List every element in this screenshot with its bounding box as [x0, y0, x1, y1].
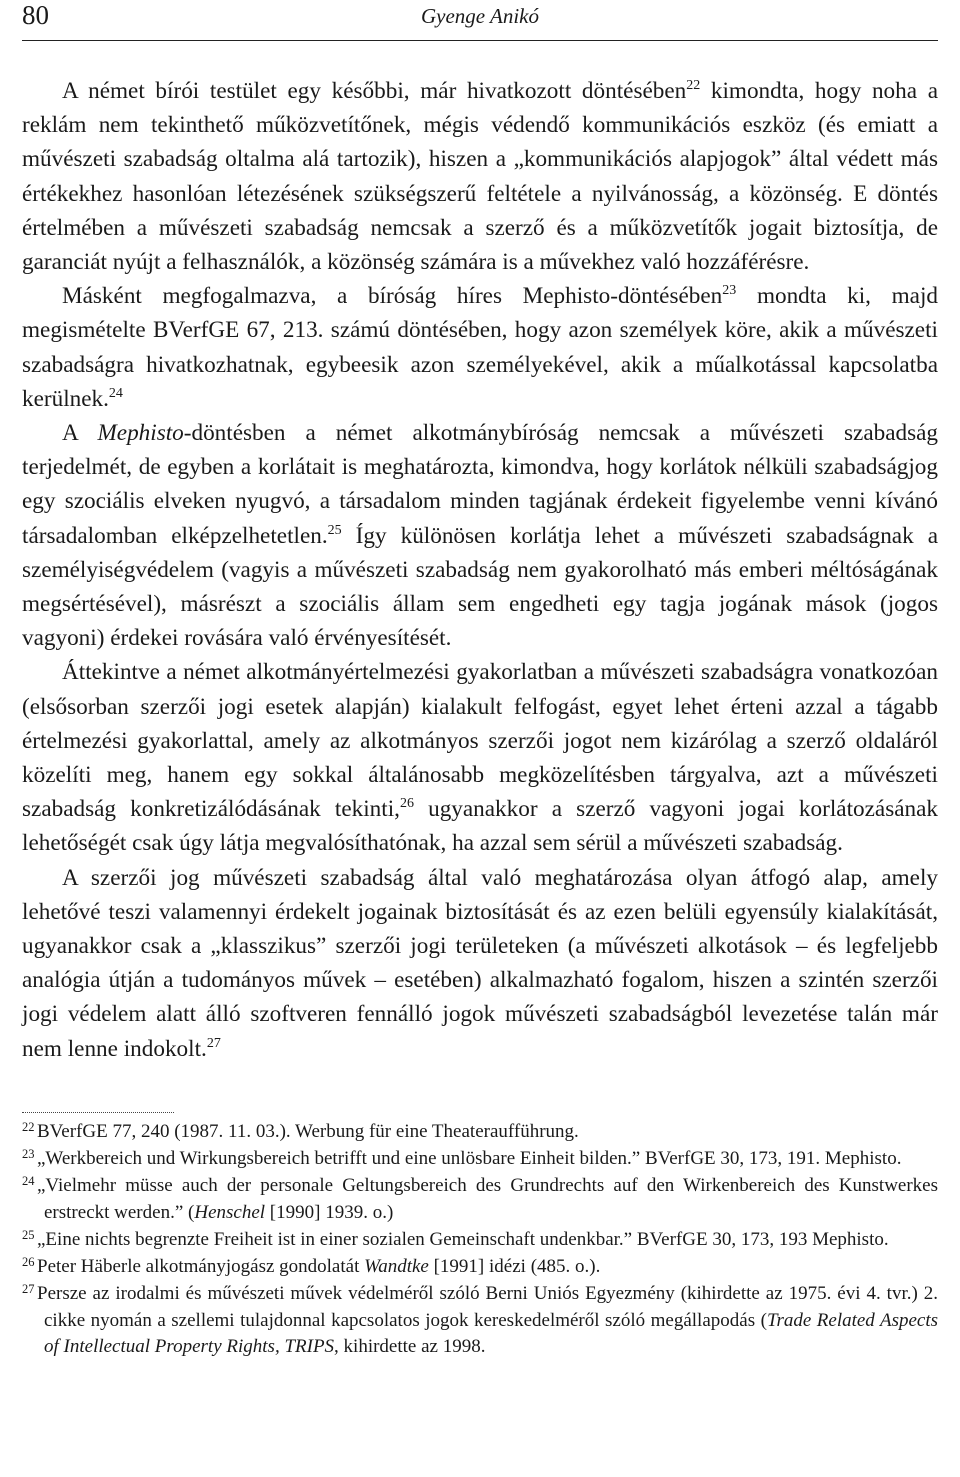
italic-text: Henschel	[194, 1201, 266, 1223]
italic-text: Trade Related Aspects of Intellectual Property Rights, TRIPS	[44, 1309, 939, 1358]
text-run: Peter Häberle alkotmányjogász gondolatát	[37, 1255, 365, 1277]
body-paragraph	[22, 416, 938, 655]
footnote-reference[interactable]: 23	[722, 283, 737, 299]
body-text	[22, 74, 938, 1066]
text-run: „Vielmehr müsse auch der personale Geltungsbereich des Grundrechts auf den Wirkenbereich des Kunstwerkes erstreckt werden.” (	[37, 1175, 938, 1223]
text-run: mondta ki, majd megismételte BVerfGE 67, 213. számú döntésében, hogy azon személyek köre, akik a művészeti szabadságra hivatkozhatnak, egybeesik azon személyekével, akik a műalkotással kapcsolatba kerülnek.	[22, 283, 939, 412]
footnote-reference[interactable]: 26	[399, 796, 414, 812]
footnote: 22 BVerfGE 77, 240 (1987. 11. 03.). Werbung für eine Theateraufführung.	[22, 1119, 579, 1142]
text-run: Persze az irodalmi és művészeti művek védelméről szóló Berni Uniós Egyezmény (kihirdette az 1975. évi 4. tvr.) 2. cikke nyomán a szellemi tulajdonnal kapcsolatos jogok kereskedelméről szóló megállapodás (	[37, 1282, 938, 1331]
text-run: A	[62, 420, 98, 447]
text-run: , kihirdette az 1998.	[334, 1336, 486, 1358]
footnote: 23 „Werkbereich und Wirkungsbereich betrifft und eine unlösbare Einheit bilden.” BVerfGE 30, 173, 191. Mephisto.	[22, 1146, 902, 1169]
body-paragraph	[22, 655, 938, 860]
footnote-text	[37, 1175, 938, 1223]
running-header	[22, 0, 938, 41]
footnote-reference[interactable]: 25	[327, 522, 342, 538]
text-run: „Werkbereich und Wirkungsbereich betrifft und eine unlösbare Einheit bilden.” BVerfGE 30, 173, 191. Mephisto.	[37, 1147, 902, 1169]
text-run: BVerfGE 77, 240 (1987. 11. 03.). Werbung für eine Theateraufführung.	[37, 1120, 579, 1142]
body-paragraph	[22, 74, 938, 279]
footnote-separator	[22, 1112, 174, 1113]
footnote-reference[interactable]: 27	[206, 1035, 221, 1051]
italic-text: Wandtke	[364, 1255, 429, 1277]
text-run: Másként megfogalmazva, a bíróság híres Mephisto-döntésében	[62, 283, 723, 310]
running-title: Gyenge Anikó	[421, 4, 539, 28]
footnote-text	[37, 1283, 938, 1357]
footnote: 25 „Eine nichts begrenzte Freiheit ist in einer sozialen Gemeinschaft undenkbar.” BVerfGE 30, 173, 193 Mephisto.	[22, 1227, 889, 1250]
footnote-text	[37, 1256, 600, 1277]
text-run: -döntésben a német alkotmánybíróság nemcsak a művészeti szabadság terjedelmét, de egyben a korlátait is meghatározta, kimondva, hogy korlátok nélküli szabadságjog egy szociális elveken nyugvó, a társadalom minden tagjának érdekeit figyelembe venni kívánó társadalomban elképzelhetetlen.	[22, 420, 938, 549]
page-number: 80	[22, 0, 49, 30]
text-run: [1990] 1939. o.)	[265, 1201, 394, 1223]
footnote: 24 „Vielmehr müsse auch der personale Geltungsbereich des Grundrechts auf den Wirkenbereich des Kunstwerkes erstreckt werden.” (Henschel [1990] 1939. o.)	[22, 1174, 938, 1223]
text-run: kimondta, hogy noha a reklám nem tekinthető műközvetítőnek, mégis védendő kommunikációs eszköz (és emiatt a művészeti szabadság oltalma alá tartozik), hiszen a „kommunikációs alapjogok” által védett más értékekhez hasonlóan létezésének szükségszerű feltétele a nyilvánosság, a közönség. E döntés értelmében a művészeti szabadság nemcsak a szerző és a műközvetítők jogait biztosítja, de garanciát nyújt a felhasználók, a közönség számára is a művekhez való hozzáférésre.	[22, 78, 938, 276]
footnote-reference[interactable]: 22	[686, 78, 701, 93]
text-run: A német bírói testület egy későbbi, már hivatkozott döntésében	[62, 78, 687, 104]
footnote-text	[37, 1148, 901, 1169]
footnote: 26 Peter Häberle alkotmányjogász gondolatát Wandtke [1991] idézi (485. o.).	[22, 1254, 601, 1277]
text-run: „Eine nichts begrenzte Freiheit ist in einer sozialen Gemeinschaft undenkbar.” BVerfGE 30, 173, 193 Mephisto.	[37, 1228, 889, 1250]
footnotes	[22, 1119, 938, 1361]
text-run: Áttekintve a német alkotmányértelmezési gyakorlatban a művészeti szabadságra vonatkozóan (elsősorban szerzői jogi esetek alapján) kialakult felfogást, egyet lehet érteni azzal a tágabb értelmezési gyakorlattal, amely az alkotmányos szerzői jogot nem kizárólag a szerző oldaláról közelíti meg, hanem egy sokkal általánosabb megközelítésben tárgyalva, azt a művészeti szabadság konkretizálódásának tekinti,	[22, 659, 938, 823]
text-run: ugyanakkor a szerző vagyoni jogai korlátozásának lehetőségét csak úgy látja megvalósíthatónak, ha azzal sem sérül a művészeti szabadság.	[22, 796, 938, 857]
footnote: 27 Persze az irodalmi és művészeti művek védelméről szóló Berni Uniós Egyezmény (kihirdette az 1975. évi 4. tvr.) 2. cikke nyomán a szellemi tulajdonnal kapcsolatos jogok kereskedelméről szóló megállapodás (Trade Related Aspects of Intellectual Property Rights, TRIPS, kihirdette az 1998.	[22, 1281, 939, 1358]
footnote-text	[37, 1121, 579, 1142]
text-run: Így különösen korlátja lehet a művészeti szabadságnak a személyiségvédelem (vagyis a művészeti szabadság nem gyakorolható más emberi méltóságának megsértésével), másrészt a szociális állam sem engedheti egy tagja jogának mások (jogos vagyoni) érdekei rovására való érvényesítését.	[22, 522, 938, 652]
italic-text: Mephisto	[97, 420, 184, 447]
footnote-text	[37, 1229, 889, 1250]
body-paragraph	[22, 861, 938, 1066]
footnote-reference[interactable]: 24	[108, 385, 123, 401]
text-run: A szerzői jog művészeti szabadság által való meghatározása olyan átfogó alap, amely lehetővé teszi valamennyi érdekelt jogainak biztosítását és az ezen belüli egyensúly kialakítását, ugyanakkor csak a „klasszikus” szerzői jogi területeken (a művészeti alkotások – és legfeljebb analógia útján a tudományos művek – esetében) alkalmazható fogalom, hiszen a szintén szerzői jogi védelem alatt álló szoftveren fennálló jogok művészeti szabadságból levezetése talán már nem lenne indokolt.	[22, 864, 938, 1062]
text-run: [1991] idézi (485. o.).	[428, 1255, 601, 1277]
body-paragraph	[22, 279, 938, 416]
